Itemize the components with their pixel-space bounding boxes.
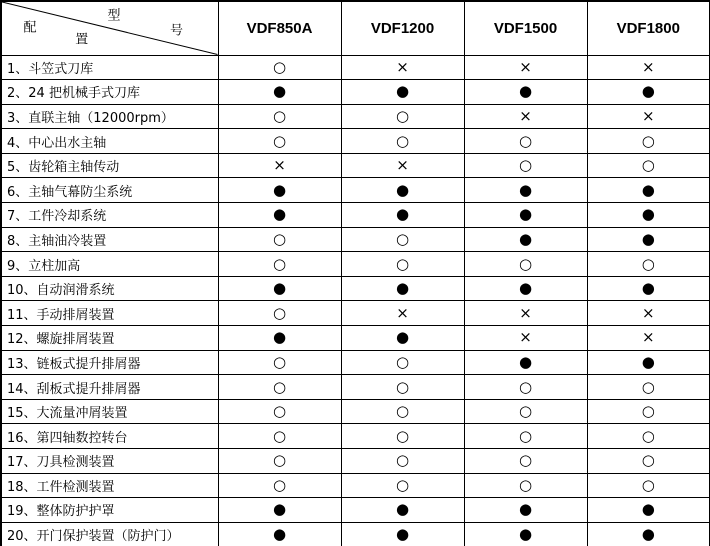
cell-vdf1500: ×	[464, 104, 587, 129]
cell-vdf850a: ○	[218, 129, 341, 154]
table-row	[1, 522, 710, 546]
cell-vdf1500: ○	[464, 375, 587, 400]
cell-vdf1800: ●	[587, 522, 710, 546]
cell-vdf850a: ○	[218, 55, 341, 80]
row-label: 3、直联主轴（12000rpm）	[1, 104, 218, 129]
cell-vdf1500: ○	[464, 252, 587, 277]
table-body	[1, 55, 710, 546]
row-label: 1、斗笠式刀库	[1, 55, 218, 80]
row-label: 6、主轴气幕防尘系统	[1, 178, 218, 203]
cell-vdf1500: ●	[464, 276, 587, 301]
table-row	[1, 449, 710, 474]
row-label: 16、第四轴数控转台	[1, 424, 218, 449]
corner-config-char-2: 置	[75, 32, 89, 48]
cell-vdf1800: ●	[587, 178, 710, 203]
row-label: 5、齿轮箱主轴传动	[1, 153, 218, 178]
cell-vdf850a: ○	[218, 350, 341, 375]
table-row	[1, 498, 710, 523]
cell-vdf1500: ●	[464, 522, 587, 546]
cell-vdf1500: ○	[464, 473, 587, 498]
table-row	[1, 375, 710, 400]
table-row	[1, 227, 710, 252]
row-label: 17、刀具检测装置	[1, 449, 218, 474]
table-row	[1, 252, 710, 277]
column-header-vdf850a: VDF850A	[218, 1, 341, 55]
row-label: 8、主轴油冷装置	[1, 227, 218, 252]
row-label: 10、自动润滑系统	[1, 276, 218, 301]
cell-vdf850a: ●	[218, 276, 341, 301]
cell-vdf1200: ○	[341, 104, 464, 129]
corner-model-char-2: 号	[170, 23, 184, 39]
table-row	[1, 80, 710, 105]
cell-vdf1800: ●	[587, 498, 710, 523]
cell-vdf1200: ○	[341, 399, 464, 424]
cell-vdf1200: ○	[341, 129, 464, 154]
cell-vdf1800: ○	[587, 153, 710, 178]
cell-vdf850a: ●	[218, 80, 341, 105]
cell-vdf1800: ○	[587, 473, 710, 498]
cell-vdf1800: ●	[587, 350, 710, 375]
row-label: 7、工件冷却系统	[1, 203, 218, 228]
cell-vdf1200: ○	[341, 252, 464, 277]
cell-vdf1500: ×	[464, 301, 587, 326]
row-label: 18、工件检测装置	[1, 473, 218, 498]
row-label: 4、中心出水主轴	[1, 129, 218, 154]
row-label: 12、螺旋排屑装置	[1, 326, 218, 351]
cell-vdf850a: ○	[218, 375, 341, 400]
row-label: 15、大流量冲屑装置	[1, 399, 218, 424]
cell-vdf1500: ×	[464, 326, 587, 351]
cell-vdf850a: ○	[218, 301, 341, 326]
cell-vdf1200: ●	[341, 326, 464, 351]
cell-vdf850a: ●	[218, 498, 341, 523]
cell-vdf1200: ×	[341, 301, 464, 326]
table-row	[1, 104, 710, 129]
cell-vdf1800: ●	[587, 203, 710, 228]
cell-vdf1500: ●	[464, 227, 587, 252]
cell-vdf1500: ●	[464, 350, 587, 375]
cell-vdf1200: ●	[341, 80, 464, 105]
cell-vdf850a: ○	[218, 252, 341, 277]
table-row	[1, 473, 710, 498]
cell-vdf1200: ○	[341, 227, 464, 252]
header-row	[1, 1, 710, 55]
cell-vdf850a: ○	[218, 473, 341, 498]
corner-cell	[1, 1, 218, 55]
cell-vdf1500: ○	[464, 153, 587, 178]
row-label: 2、24 把机械手式刀库	[1, 80, 218, 105]
cell-vdf1500: ○	[464, 449, 587, 474]
cell-vdf1200: ●	[341, 498, 464, 523]
column-header-vdf1200: VDF1200	[341, 1, 464, 55]
cell-vdf1800: ×	[587, 55, 710, 80]
cell-vdf850a: ○	[218, 399, 341, 424]
cell-vdf1800: ●	[587, 227, 710, 252]
cell-vdf850a: ○	[218, 104, 341, 129]
cell-vdf1200: ○	[341, 424, 464, 449]
cell-vdf1200: ○	[341, 375, 464, 400]
corner-config-char-1: 配	[23, 20, 37, 36]
cell-vdf850a: ×	[218, 153, 341, 178]
cell-vdf1800: ○	[587, 449, 710, 474]
cell-vdf850a: ●	[218, 178, 341, 203]
cell-vdf1800: ○	[587, 375, 710, 400]
cell-vdf1200: ●	[341, 178, 464, 203]
table-row	[1, 178, 710, 203]
cell-vdf850a: ●	[218, 522, 341, 546]
cell-vdf1800: ○	[587, 129, 710, 154]
table-row	[1, 276, 710, 301]
cell-vdf1800: ○	[587, 399, 710, 424]
cell-vdf1500: ●	[464, 203, 587, 228]
cell-vdf1500: ×	[464, 55, 587, 80]
corner-model-char-1: 型	[107, 8, 121, 24]
column-header-vdf1500: VDF1500	[464, 1, 587, 55]
cell-vdf1200: ●	[341, 276, 464, 301]
table-row	[1, 424, 710, 449]
cell-vdf1200: ○	[341, 449, 464, 474]
row-label: 9、立柱加高	[1, 252, 218, 277]
cell-vdf1200: ○	[341, 350, 464, 375]
row-label: 19、整体防护护罩	[1, 498, 218, 523]
cell-vdf1800: ○	[587, 424, 710, 449]
cell-vdf1500: ○	[464, 399, 587, 424]
table-row	[1, 399, 710, 424]
row-label: 11、手动排屑装置	[1, 301, 218, 326]
cell-vdf1500: ○	[464, 129, 587, 154]
cell-vdf850a: ○	[218, 424, 341, 449]
cell-vdf850a: ●	[218, 203, 341, 228]
cell-vdf1800: ×	[587, 326, 710, 351]
cell-vdf1800: ●	[587, 80, 710, 105]
table-row	[1, 129, 710, 154]
table-row	[1, 326, 710, 351]
table-row	[1, 301, 710, 326]
row-label: 14、刮板式提升排屑器	[1, 375, 218, 400]
cell-vdf850a: ○	[218, 449, 341, 474]
cell-vdf1200: ×	[341, 55, 464, 80]
cell-vdf850a: ●	[218, 326, 341, 351]
cell-vdf1200: ×	[341, 153, 464, 178]
cell-vdf1200: ●	[341, 522, 464, 546]
cell-vdf1800: ×	[587, 301, 710, 326]
cell-vdf1500: ●	[464, 80, 587, 105]
table-row	[1, 55, 710, 80]
cell-vdf1500: ●	[464, 498, 587, 523]
column-header-vdf1800: VDF1800	[587, 1, 710, 55]
cell-vdf1200: ○	[341, 473, 464, 498]
row-label: 13、链板式提升排屑器	[1, 350, 218, 375]
cell-vdf1500: ○	[464, 424, 587, 449]
cell-vdf1800: ●	[587, 276, 710, 301]
table-row	[1, 203, 710, 228]
table-row	[1, 153, 710, 178]
cell-vdf1200: ●	[341, 203, 464, 228]
cell-vdf850a: ○	[218, 227, 341, 252]
cell-vdf1800: ○	[587, 252, 710, 277]
cell-vdf1500: ●	[464, 178, 587, 203]
row-label: 20、开门保护装置（防护门）	[1, 522, 218, 546]
table-row	[1, 350, 710, 375]
cell-vdf1800: ×	[587, 104, 710, 129]
